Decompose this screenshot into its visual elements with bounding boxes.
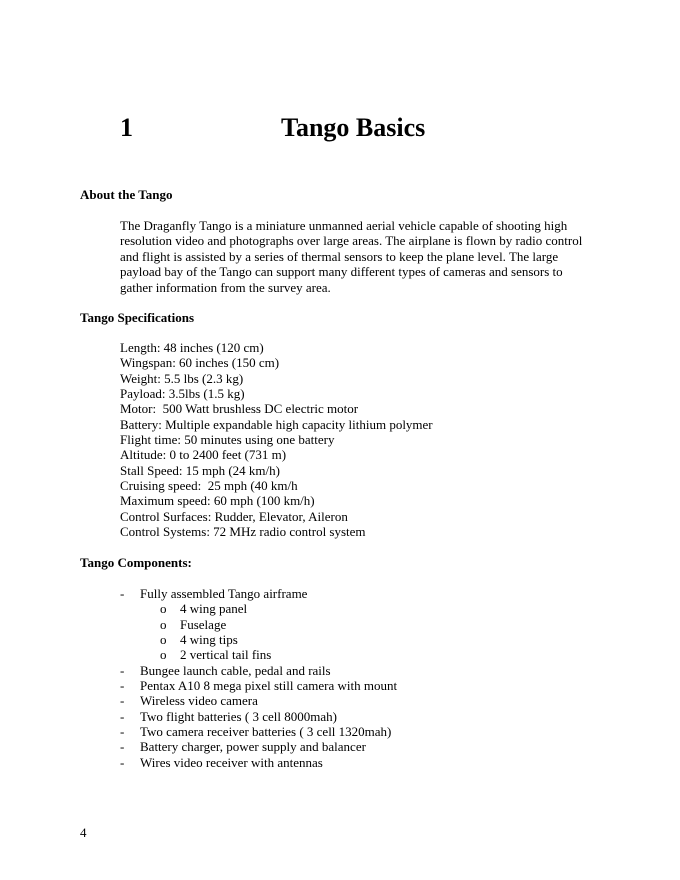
spec-length: Length: 48 inches (120 cm) <box>120 340 264 355</box>
about-line: and flight is assisted by a series of thermal sensors to keep the plane level. The large <box>120 248 559 264</box>
spec-payload: Payload: 3.5lbs (1.5 kg) <box>120 386 245 402</box>
about-line: The Draganfly Tango is a miniature unmanned aerial vehicle capable of shooting high <box>120 218 568 233</box>
airframe-part-label: 4 wing tips <box>180 632 238 648</box>
chapter-heading <box>0 110 680 146</box>
circle-bullet: o <box>160 647 167 663</box>
spec-motor: Motor: 500 Watt brushless DC electric motor <box>120 401 359 417</box>
component-label: Two flight batteries ( 3 cell 8000mah) <box>140 708 337 724</box>
specifications-list <box>120 340 433 539</box>
spec-flight-time: Flight time: 50 minutes using one battery <box>120 432 335 448</box>
component-label: Fully assembled Tango airframe <box>140 586 308 601</box>
spec-control-surfaces: Control Surfaces: Rudder, Elevator, Aileron <box>120 508 348 524</box>
circle-bullet: o <box>160 616 167 632</box>
about-heading: About the Tango <box>80 187 173 202</box>
component-label: Wireless video camera <box>140 693 258 709</box>
dash-bullet: - <box>120 586 125 601</box>
component-label: Battery charger, power supply and balancer <box>140 739 366 755</box>
spec-stall-speed: Stall Speed: 15 mph (24 km/h) <box>120 462 280 478</box>
spec-altitude: Altitude: 0 to 2400 feet (731 m) <box>120 447 287 463</box>
component-label: Pentax A10 8 mega pixel still camera with mount <box>140 678 398 694</box>
about-line: resolution video and photographs over large areas. The airplane is flown by radio control <box>120 233 583 249</box>
dash-bullet: - <box>120 708 125 724</box>
spec-maximum-speed: Maximum speed: 60 mph (100 km/h) <box>120 493 315 509</box>
component-label: Two camera receiver batteries ( 3 cell 1320mah) <box>140 724 392 740</box>
dash-bullet: - <box>120 739 125 755</box>
spec-control-systems: Control Systems: 72 MHz radio control system <box>120 524 366 540</box>
airframe-part-label: Fuselage <box>180 616 227 632</box>
circle-bullet: o <box>160 601 167 617</box>
dash-bullet: - <box>120 724 125 740</box>
dash-bullet: - <box>120 754 125 770</box>
about-paragraph <box>120 218 602 295</box>
airframe-part-label: 2 vertical tail fins <box>180 647 272 663</box>
page-number: 4 <box>80 825 87 840</box>
component-label: Wires video receiver with antennas <box>140 754 323 770</box>
dash-bullet: - <box>120 693 125 709</box>
dash-bullet: - <box>120 662 125 678</box>
spec-cruising-speed: Cruising speed: 25 mph (40 km/h <box>120 478 298 494</box>
chapter-title: Tango Basics <box>281 113 426 142</box>
airframe-part-label: 4 wing panel <box>180 601 248 617</box>
spec-wingspan: Wingspan: 60 inches (150 cm) <box>120 355 280 371</box>
component-label: Bungee launch cable, pedal and rails <box>140 662 331 678</box>
spec-battery: Battery: Multiple expandable high capacity lithium polymer <box>120 416 433 432</box>
spec-weight: Weight: 5.5 lbs (2.3 kg) <box>120 370 244 386</box>
specifications-heading: Tango Specifications <box>80 310 195 325</box>
about-line: payload bay of the Tango can support many different types of cameras and sensors to <box>120 264 563 280</box>
chapter-number: 1 <box>120 113 133 142</box>
circle-bullet: o <box>160 632 167 648</box>
about-line: gather information from the survey area. <box>120 279 331 295</box>
components-heading: Tango Components: <box>80 555 192 570</box>
dash-bullet: - <box>120 678 125 694</box>
